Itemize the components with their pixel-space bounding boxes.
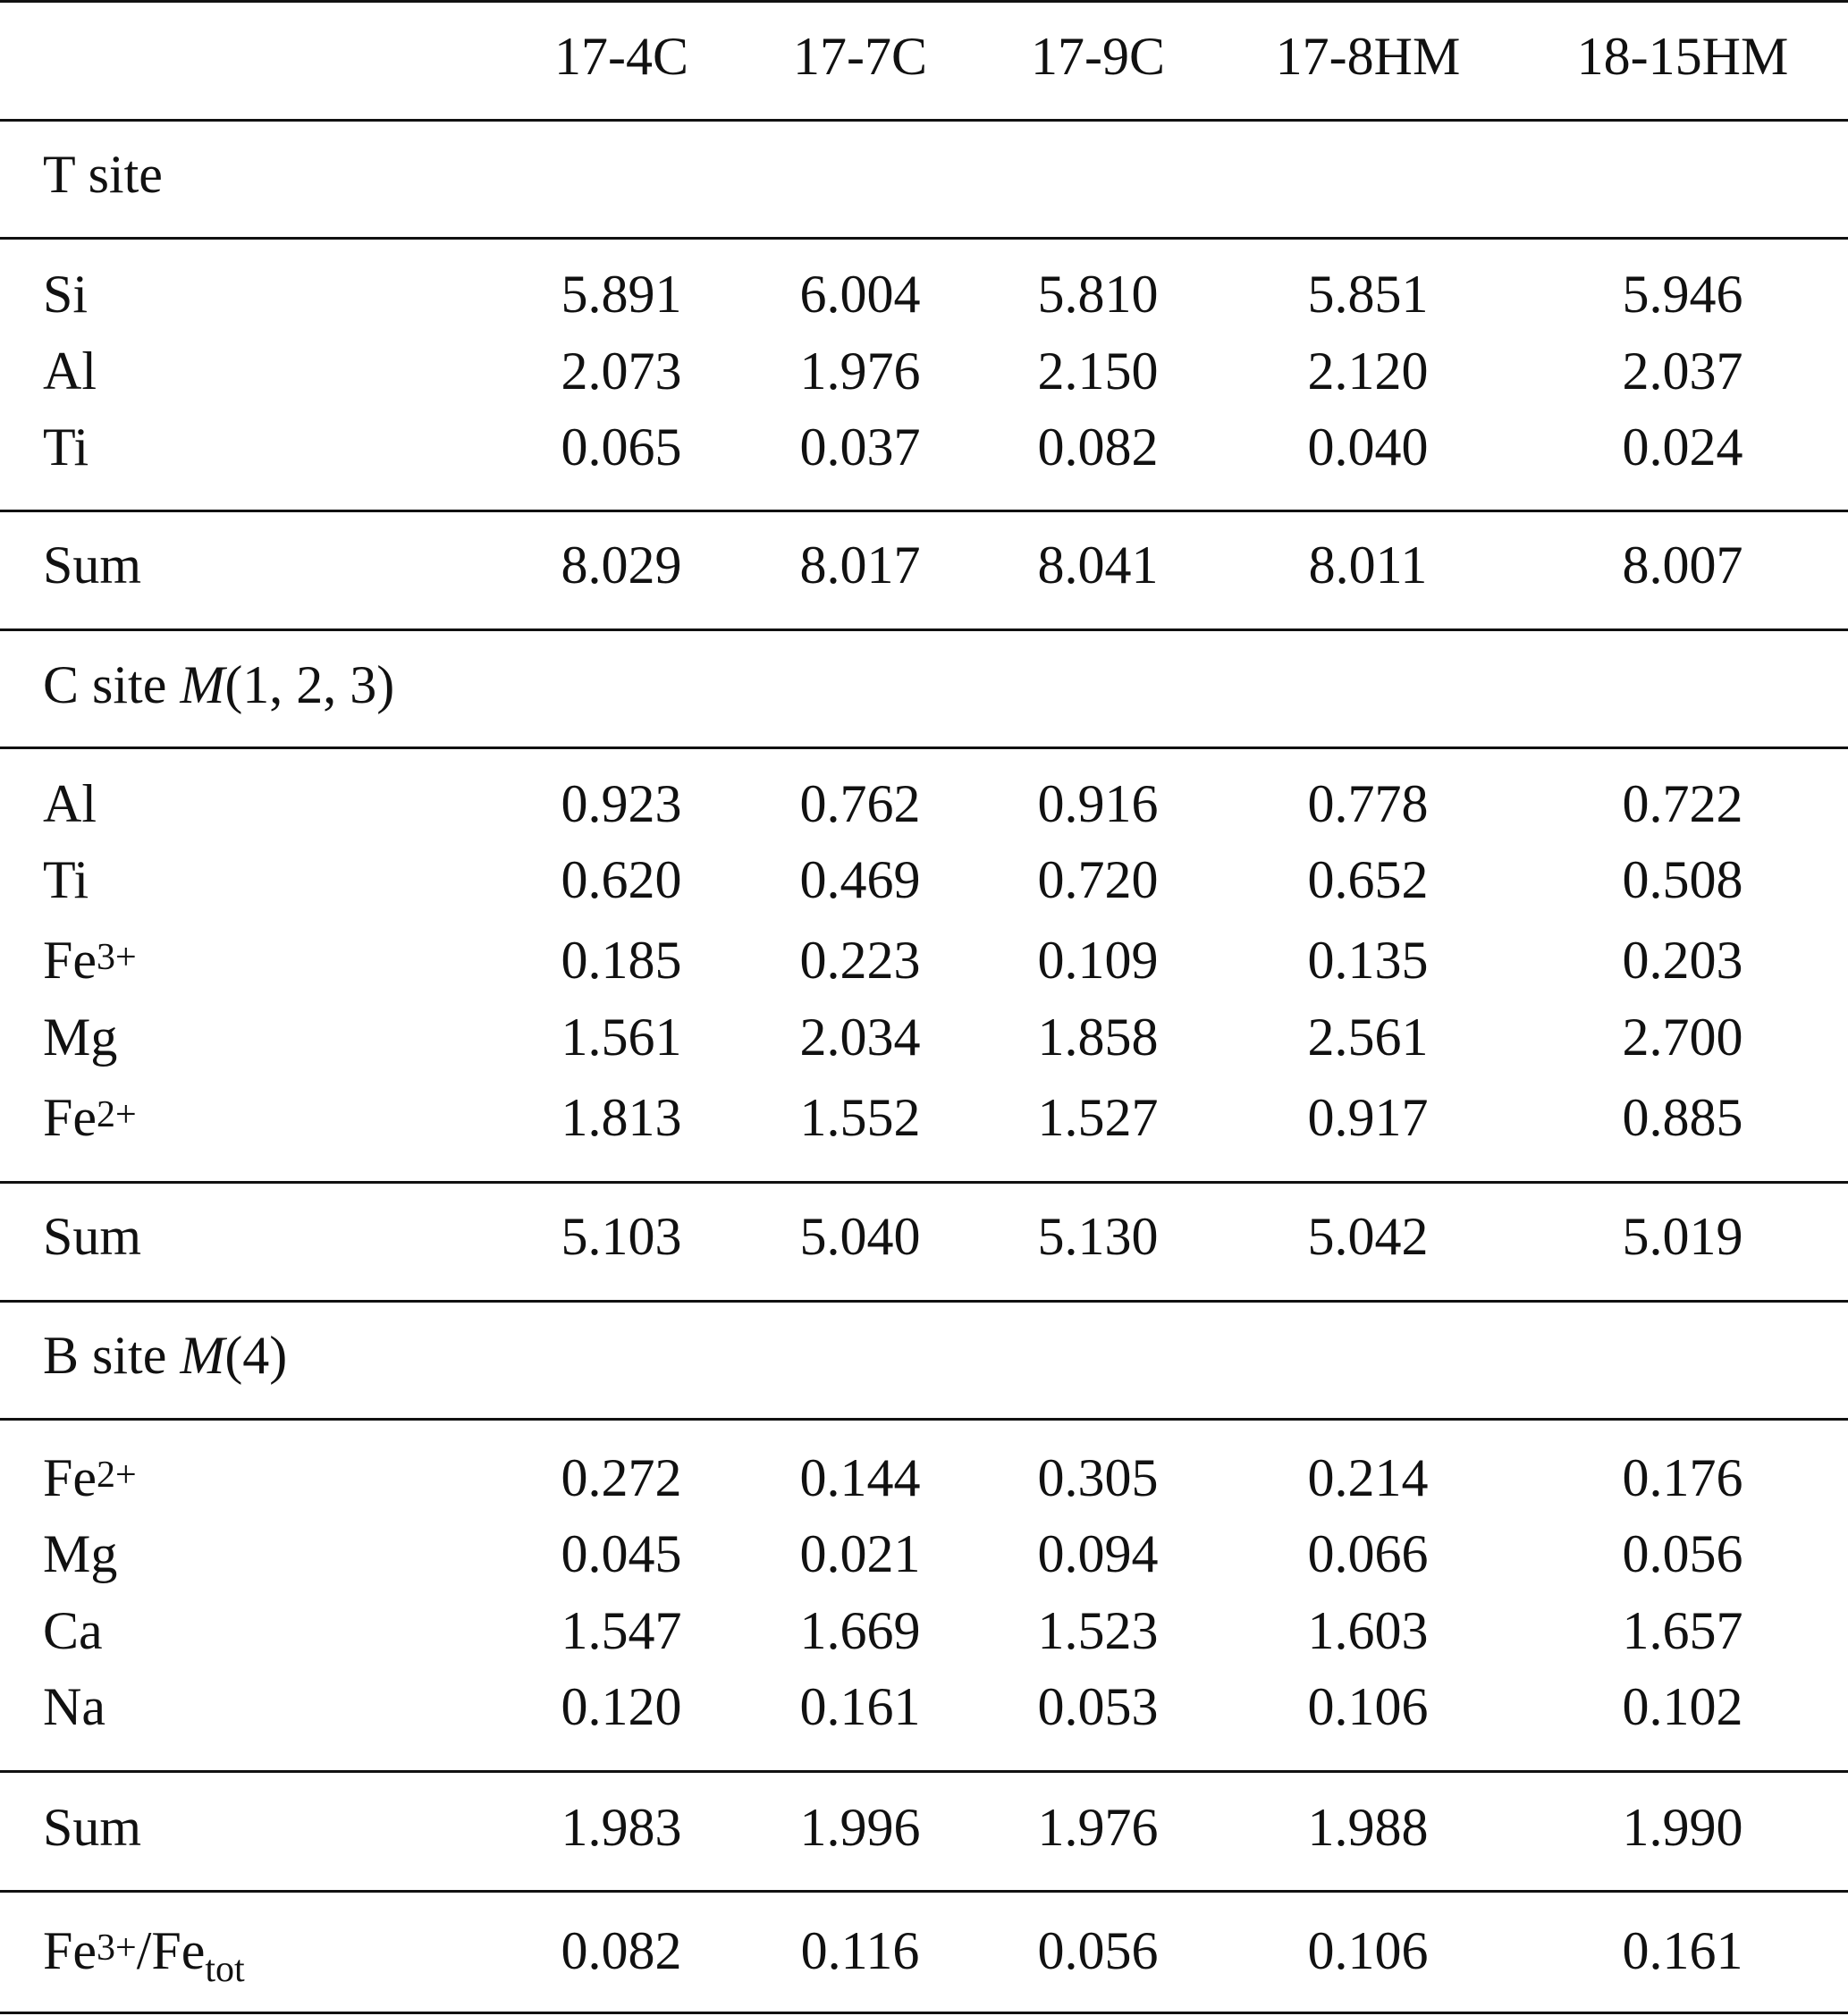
table-top-rule xyxy=(0,0,1848,3)
table-row xyxy=(0,416,1848,478)
section-title xyxy=(43,1324,287,1387)
element-symbol: Fe xyxy=(43,1448,97,1507)
row-label: Ti xyxy=(43,418,89,477)
table-cell: 0.778 xyxy=(1307,774,1429,833)
table-row xyxy=(0,1006,1848,1068)
table-cell: 8.029 xyxy=(561,536,682,595)
sum-row xyxy=(0,1796,1848,1859)
table-cell: 1.813 xyxy=(561,1088,682,1147)
row-label: Na xyxy=(43,1677,105,1736)
table-cell: 0.176 xyxy=(1622,1448,1743,1507)
t-site-sum-rule xyxy=(0,510,1848,512)
element-symbol: Fe xyxy=(43,1088,97,1147)
column-header: 17-4C xyxy=(554,27,688,86)
sum-row xyxy=(0,534,1848,596)
table-cell: 0.652 xyxy=(1307,850,1429,909)
section-title: T site xyxy=(43,145,163,204)
table-cell: 0.102 xyxy=(1622,1677,1743,1736)
table-cell: 1.669 xyxy=(799,1601,921,1660)
table-cell: 5.042 xyxy=(1307,1207,1429,1266)
table-cell: 1.983 xyxy=(561,1798,682,1857)
column-header: 17-9C xyxy=(1031,27,1165,86)
table-cell: 8.041 xyxy=(1037,536,1159,595)
b-site-sum-rule xyxy=(0,1770,1848,1773)
table-cell: 1.988 xyxy=(1307,1798,1429,1857)
table-cell: 8.017 xyxy=(799,536,921,595)
table-cell: 0.916 xyxy=(1037,774,1159,833)
table-cell: 0.135 xyxy=(1307,931,1429,990)
element-symbol: Fe xyxy=(43,1921,97,1980)
table-cell: 0.720 xyxy=(1037,850,1159,909)
table-cell: 0.040 xyxy=(1307,418,1429,477)
table-cell: 0.056 xyxy=(1622,1524,1743,1583)
table-row xyxy=(0,340,1848,402)
table-row xyxy=(0,929,1848,991)
ratio-subscript: tot xyxy=(205,1949,245,1990)
column-header: 17-8HM xyxy=(1275,27,1461,86)
table-cell: 5.103 xyxy=(561,1207,682,1266)
element-symbol: Fe xyxy=(43,931,97,990)
table-cell: 0.203 xyxy=(1622,931,1743,990)
table-cell: 5.040 xyxy=(799,1207,921,1266)
t-site-title-row xyxy=(0,143,1848,206)
oxidation-state: 2+ xyxy=(97,1094,137,1135)
section-title-italic: M xyxy=(180,1326,225,1385)
table-cell: 0.106 xyxy=(1307,1677,1429,1736)
section-title-prefix: C site xyxy=(43,655,181,714)
table-cell: 0.917 xyxy=(1307,1088,1429,1147)
oxidation-state: 3+ xyxy=(97,937,137,978)
c-site-end-rule xyxy=(0,1300,1848,1303)
row-label: Si xyxy=(43,265,89,324)
table-cell: 0.045 xyxy=(561,1524,682,1583)
table-cell: 1.561 xyxy=(561,1008,682,1067)
section-title-suffix: (4) xyxy=(224,1326,288,1385)
table-cell: 2.034 xyxy=(799,1008,921,1067)
column-header-row xyxy=(0,25,1848,88)
table-cell: 8.011 xyxy=(1308,536,1428,595)
table-cell: 5.810 xyxy=(1037,265,1159,324)
table-row xyxy=(0,263,1848,325)
table-cell: 2.120 xyxy=(1307,342,1429,401)
table-cell: 5.851 xyxy=(1307,265,1429,324)
c-site-sum-rule xyxy=(0,1181,1848,1184)
row-label: Sum xyxy=(43,1207,142,1266)
row-label: Sum xyxy=(43,1798,142,1857)
table-cell: 0.053 xyxy=(1037,1677,1159,1736)
row-label: Ca xyxy=(43,1601,103,1660)
table-cell: 0.065 xyxy=(561,418,682,477)
table-cell: 1.527 xyxy=(1037,1088,1159,1147)
table-cell: 0.223 xyxy=(799,931,921,990)
table-cell: 1.523 xyxy=(1037,1601,1159,1660)
table-cell: 0.722 xyxy=(1622,774,1743,833)
table-cell: 5.019 xyxy=(1622,1207,1743,1266)
c-site-title-rule xyxy=(0,747,1848,749)
ratio-slash: /Fe xyxy=(136,1921,206,1980)
table-cell: 8.007 xyxy=(1622,536,1743,595)
b-site-end-rule xyxy=(0,1890,1848,1893)
row-label xyxy=(43,929,137,991)
table-cell: 5.891 xyxy=(561,265,682,324)
section-title-italic: M xyxy=(180,655,225,714)
header-rule xyxy=(0,119,1848,122)
column-header: 18-15HM xyxy=(1576,27,1789,86)
table-cell: 0.116 xyxy=(800,1921,920,1980)
b-site-title-row xyxy=(0,1324,1848,1387)
table-cell: 0.885 xyxy=(1622,1088,1743,1147)
row-label: Mg xyxy=(43,1008,118,1067)
table-cell: 0.214 xyxy=(1307,1448,1429,1507)
table-cell: 5.946 xyxy=(1622,265,1743,324)
row-label: Al xyxy=(43,774,97,833)
table-row xyxy=(0,848,1848,911)
table-cell: 0.185 xyxy=(561,931,682,990)
oxidation-state: 3+ xyxy=(97,1927,137,1969)
c-site-title-row xyxy=(0,654,1848,716)
table-row xyxy=(0,1675,1848,1738)
table-cell: 0.161 xyxy=(1622,1921,1743,1980)
row-label: Al xyxy=(43,342,97,401)
row-label: Sum xyxy=(43,536,142,595)
table-cell: 0.056 xyxy=(1037,1921,1159,1980)
table-cell: 1.547 xyxy=(561,1601,682,1660)
table-cell: 0.508 xyxy=(1622,850,1743,909)
table-cell: 2.150 xyxy=(1037,342,1159,401)
column-header: 17-7C xyxy=(793,27,927,86)
table-row xyxy=(0,1523,1848,1585)
section-title-prefix: B site xyxy=(43,1326,181,1385)
table-row xyxy=(0,1599,1848,1662)
table-bottom-rule xyxy=(0,2012,1848,2014)
table-cell: 1.996 xyxy=(799,1798,921,1857)
row-label: Ti xyxy=(43,850,89,909)
table-cell: 2.700 xyxy=(1622,1008,1743,1067)
table-cell: 1.858 xyxy=(1037,1008,1159,1067)
table-cell: 1.552 xyxy=(799,1088,921,1147)
oxidation-state: 2+ xyxy=(97,1455,137,1496)
table-cell: 5.130 xyxy=(1037,1207,1159,1266)
row-label: Mg xyxy=(43,1524,118,1583)
table-cell: 0.120 xyxy=(561,1677,682,1736)
table-cell: 2.073 xyxy=(561,342,682,401)
table-cell: 0.109 xyxy=(1037,931,1159,990)
b-site-title-rule xyxy=(0,1418,1848,1421)
table-cell: 0.106 xyxy=(1307,1921,1429,1980)
table-cell: 0.469 xyxy=(799,850,921,909)
row-label xyxy=(43,1086,137,1149)
table-cell: 0.620 xyxy=(561,850,682,909)
table-row xyxy=(0,1086,1848,1149)
table-cell: 0.161 xyxy=(799,1677,921,1736)
table-cell: 1.976 xyxy=(799,342,921,401)
t-site-end-rule xyxy=(0,628,1848,631)
table-cell: 1.603 xyxy=(1307,1601,1429,1660)
table-row xyxy=(0,772,1848,835)
table-cell: 0.024 xyxy=(1622,418,1743,477)
table-cell: 1.657 xyxy=(1622,1601,1743,1660)
t-site-title-rule xyxy=(0,237,1848,240)
sum-row xyxy=(0,1205,1848,1268)
table-cell: 1.990 xyxy=(1622,1798,1743,1857)
section-title xyxy=(43,654,394,716)
row-label xyxy=(43,1919,245,1990)
table-cell: 0.021 xyxy=(799,1524,921,1583)
table-cell: 0.066 xyxy=(1307,1524,1429,1583)
table-cell: 0.272 xyxy=(561,1448,682,1507)
table-cell: 0.082 xyxy=(561,1921,682,1980)
table-cell: 1.976 xyxy=(1037,1798,1159,1857)
table-cell: 0.305 xyxy=(1037,1448,1159,1507)
table-row xyxy=(0,1447,1848,1509)
table-cell: 2.037 xyxy=(1622,342,1743,401)
fe-ratio-row xyxy=(0,1919,1848,1990)
table-cell: 0.082 xyxy=(1037,418,1159,477)
table-cell: 0.037 xyxy=(799,418,921,477)
table-cell: 0.923 xyxy=(561,774,682,833)
table-cell: 0.144 xyxy=(799,1448,921,1507)
table-cell: 0.762 xyxy=(799,774,921,833)
table-cell: 2.561 xyxy=(1307,1008,1429,1067)
table-cell: 6.004 xyxy=(799,265,921,324)
section-title-suffix: (1, 2, 3) xyxy=(224,655,395,714)
table-cell: 0.094 xyxy=(1037,1524,1159,1583)
row-label xyxy=(43,1447,137,1509)
